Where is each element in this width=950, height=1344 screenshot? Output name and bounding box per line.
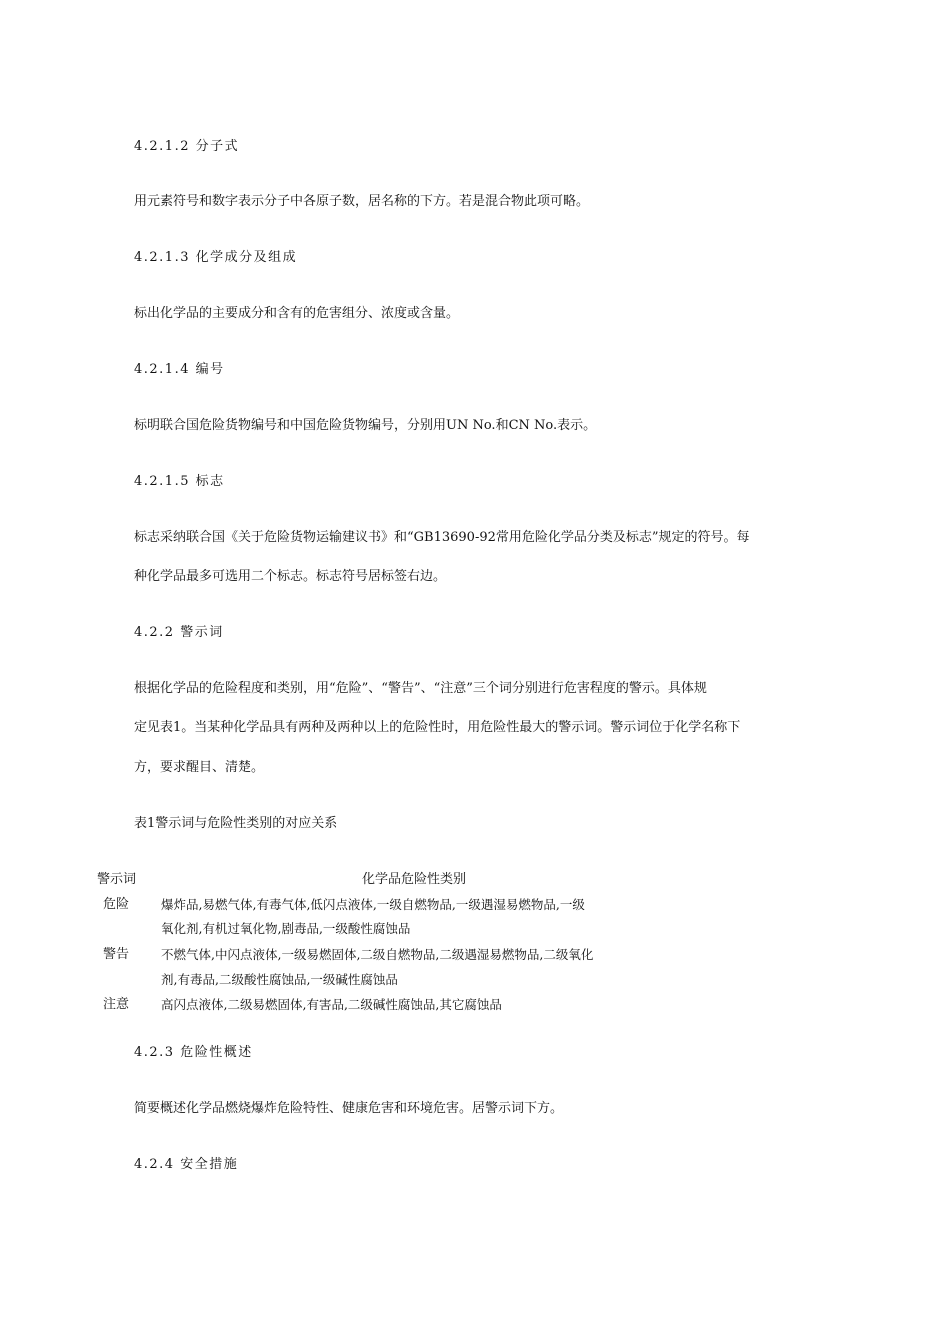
table-caption: 表1警示词与危险性类别的对应关系 [134,816,338,831]
section-422-text-line3: 方，要求醒目、清楚。 [134,760,265,775]
section-4214-heading: 4.2.1.4 编号 [134,362,225,377]
table-cell-category: 爆炸品,易燃气体,有毒气体,低闪点液体,一级自燃物品,一级遇湿易燃物品,一级 [161,897,585,912]
table-cell-word: 注意 [103,997,130,1012]
table-cell-word: 危险 [103,897,130,912]
table-header-hazard-category: 化学品危险性类别 [362,872,467,887]
table-cell-word: 警告 [103,947,130,962]
section-423-heading: 4.2.3 危险性概述 [134,1045,253,1060]
section-422-text-line1: 根据化学品的危险程度和类别，用“危险”、“警告”、“注意”三个词分别进行危害程度的警示。具体规 [134,681,707,696]
section-4213-heading: 4.2.1.3 化学成分及组成 [134,250,298,265]
section-4215-text-line1: 标志采纳联合国《关于危险货物运输建议书》和“GB13690-92常用危险化学品分类及标志”规定的符号。每 [134,530,750,545]
table-cell-category: 氧化剂,有机过氧化物,剧毒品,一级酸性腐蚀品 [161,921,411,936]
section-422-heading: 4.2.2 警示词 [134,625,224,640]
section-4212-heading: 4.2.1.2 分子式 [134,139,240,154]
section-4215-heading: 4.2.1.5 标志 [134,474,225,489]
table-cell-category: 高闪点液体,二级易燃固体,有害品,二级碱性腐蚀品,其它腐蚀品 [161,997,502,1012]
section-4215-text-line2: 种化学品最多可选用二个标志。标志符号居标签右边。 [134,569,447,584]
section-4213-text: 标出化学品的主要成分和含有的危害组分、浓度或含量。 [134,306,460,321]
table-cell-category: 剂,有毒品,二级酸性腐蚀品,一级碱性腐蚀品 [161,972,398,987]
table-header-warning-word: 警示词 [97,872,137,887]
section-422-text-line2: 定见表1。当某种化学品具有两种及两种以上的危险性时，用危险性最大的警示词。警示词位于化学名称下 [134,720,741,735]
section-4212-text: 用元素符号和数字表示分子中各原子数，居名称的下方。若是混合物此项可略。 [134,194,590,209]
table-cell-category: 不燃气体,中闪点液体,一级易燃固体,二级自燃物品,二级遇湿易燃物品,二级氧化 [161,947,594,962]
section-423-text: 简要概述化学品燃烧爆炸危险特性、健康危害和环境危害。居警示词下方。 [134,1101,564,1116]
section-424-heading: 4.2.4 安全措施 [134,1157,239,1172]
section-4214-text: 标明联合国危险货物编号和中国危险货物编号，分别用UN No.和CN No.表示。 [134,418,597,433]
